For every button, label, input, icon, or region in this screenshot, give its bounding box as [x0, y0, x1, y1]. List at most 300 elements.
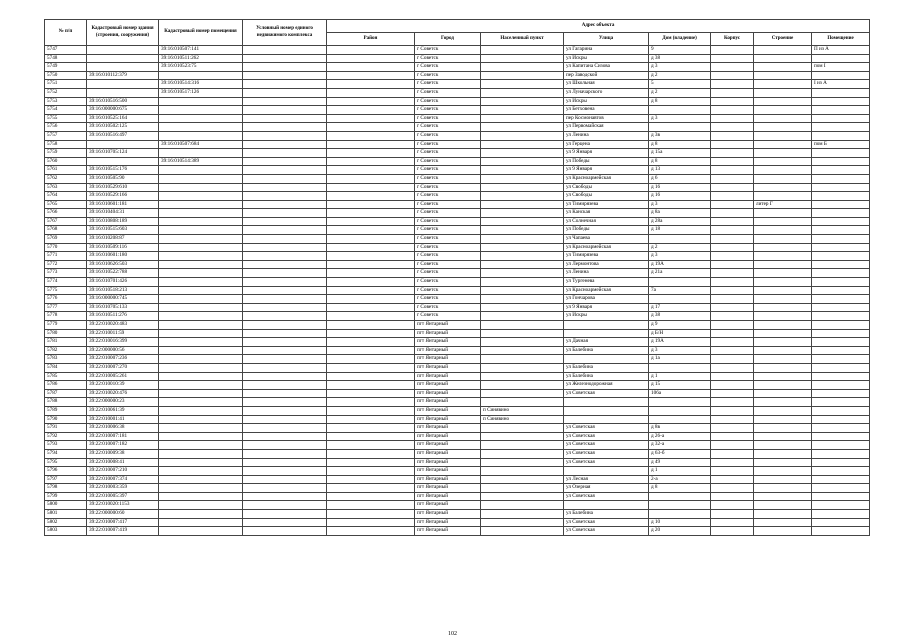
table-row [45, 286, 870, 295]
cell-room [812, 492, 870, 501]
cell-corpus [711, 381, 754, 390]
cell-district [327, 97, 415, 106]
cell-building [754, 406, 812, 415]
cell-corpus [711, 329, 754, 338]
cell-cad-building: 39:22:010001:41 [87, 415, 159, 424]
cell-house: 9 [649, 46, 711, 55]
cell-cad-building: 39:22:010008:41 [87, 458, 159, 467]
cell-corpus [711, 54, 754, 63]
cell-settlement [481, 166, 564, 175]
cell-cad-building [87, 63, 159, 72]
cell-num: 5761 [45, 166, 87, 175]
cell-house: д 6 [649, 174, 711, 183]
cell-street: ул Первомайская [564, 123, 649, 132]
cell-cond-number [243, 372, 327, 381]
cell-street: ул Победы [564, 157, 649, 166]
cell-city: г Советск [415, 312, 481, 321]
cell-cad-room [159, 252, 243, 261]
cell-building [754, 321, 812, 330]
cell-room [812, 209, 870, 218]
table-row [45, 243, 870, 252]
cell-cad-building: 39:22:010009:38 [87, 449, 159, 458]
cell-cad-room [159, 200, 243, 209]
cell-city: г Советск [415, 149, 481, 158]
cell-street: ул Ленина [564, 269, 649, 278]
cell-city: пгт Янтарный [415, 475, 481, 484]
cell-building [754, 475, 812, 484]
cell-settlement [481, 192, 564, 201]
table-row [45, 321, 870, 330]
cell-house: д 3 [649, 346, 711, 355]
cell-corpus [711, 355, 754, 364]
cell-cad-room [159, 149, 243, 158]
cell-settlement: п Синявино [481, 406, 564, 415]
cell-num: 5774 [45, 278, 87, 287]
header-address-group: Адрес объекта [327, 20, 870, 33]
cell-street: ул Советская [564, 389, 649, 398]
cell-num: 5792 [45, 432, 87, 441]
table-row [45, 260, 870, 269]
cell-cad-room [159, 329, 243, 338]
cell-street [564, 501, 649, 510]
cell-cad-room [159, 97, 243, 106]
cell-building [754, 312, 812, 321]
cell-settlement [481, 131, 564, 140]
cell-settlement [481, 449, 564, 458]
cell-corpus [711, 303, 754, 312]
cell-cad-room: 39:16:010523:75 [159, 63, 243, 72]
cell-cad-building: 39:22:010007:236 [87, 355, 159, 364]
header-cond-number: Условный номер единого недвижимого комплекса [243, 20, 327, 46]
cell-cond-number [243, 209, 327, 218]
cell-cad-room [159, 501, 243, 510]
cell-num: 5756 [45, 123, 87, 132]
cell-corpus [711, 346, 754, 355]
cell-district [327, 286, 415, 295]
table-row [45, 54, 870, 63]
table-row [45, 97, 870, 106]
cell-street: ул Советская [564, 432, 649, 441]
cadastral-table [44, 19, 870, 536]
cell-house: д 38 [649, 312, 711, 321]
table-row [45, 80, 870, 89]
cell-corpus [711, 518, 754, 527]
cell-building [754, 260, 812, 269]
cell-num: 5758 [45, 140, 87, 149]
cell-house: 106а [649, 389, 711, 398]
cell-num: 5791 [45, 424, 87, 433]
cell-street: ул Победы [564, 226, 649, 235]
cell-cad-room [159, 260, 243, 269]
cell-cad-room: 39:16:010507:141 [159, 46, 243, 55]
cell-building [754, 389, 812, 398]
cell-cad-room: 39:16:010507:684 [159, 140, 243, 149]
cell-city: г Советск [415, 226, 481, 235]
cell-room [812, 372, 870, 381]
cell-district [327, 355, 415, 364]
cell-corpus [711, 406, 754, 415]
cell-cad-room [159, 243, 243, 252]
cell-num: 5782 [45, 346, 87, 355]
cell-cad-building: 39:16:010404:31 [87, 209, 159, 218]
cell-num: 5760 [45, 157, 87, 166]
cell-district [327, 389, 415, 398]
cell-house: 2-а [649, 475, 711, 484]
cell-city: пгт Янтарный [415, 389, 481, 398]
table-row [45, 166, 870, 175]
cell-num: 5767 [45, 217, 87, 226]
cell-num: 5798 [45, 484, 87, 493]
cell-district [327, 209, 415, 218]
cell-settlement [481, 286, 564, 295]
cell-building [754, 449, 812, 458]
cell-settlement [481, 501, 564, 510]
cell-house [649, 492, 711, 501]
table-row [45, 398, 870, 407]
cell-cond-number [243, 243, 327, 252]
cell-room [812, 398, 870, 407]
cell-cad-building: 39:16:010505:90 [87, 174, 159, 183]
cell-settlement [481, 484, 564, 493]
cell-room [812, 114, 870, 123]
cell-cond-number [243, 303, 327, 312]
cell-room [812, 518, 870, 527]
cell-num: 5793 [45, 441, 87, 450]
cell-house: д 8в [649, 424, 711, 433]
cell-city: пгт Янтарный [415, 449, 481, 458]
cell-house: д 19А [649, 338, 711, 347]
cell-cond-number [243, 140, 327, 149]
cell-building [754, 252, 812, 261]
cell-settlement [481, 149, 564, 158]
cell-cad-building [87, 157, 159, 166]
cell-room [812, 389, 870, 398]
cell-house: д Б/Н [649, 329, 711, 338]
cell-cond-number [243, 260, 327, 269]
table-row [45, 432, 870, 441]
cell-building [754, 441, 812, 450]
cell-cad-building [87, 88, 159, 97]
cell-district [327, 415, 415, 424]
cell-cad-room [159, 235, 243, 244]
cell-corpus [711, 235, 754, 244]
cell-building [754, 338, 812, 347]
cell-city: г Советск [415, 209, 481, 218]
cell-building [754, 54, 812, 63]
table-row [45, 510, 870, 519]
cell-settlement [481, 510, 564, 519]
header-street: Улица [564, 33, 649, 46]
cell-corpus [711, 252, 754, 261]
cell-cad-building: 39:16:010112:379 [87, 71, 159, 80]
cell-cad-building: 39:22:010007:417 [87, 518, 159, 527]
cell-district [327, 458, 415, 467]
cell-cond-number [243, 80, 327, 89]
cell-building [754, 398, 812, 407]
cell-num: 5777 [45, 303, 87, 312]
cell-room [812, 312, 870, 321]
table-row [45, 200, 870, 209]
cell-cad-room [159, 278, 243, 287]
table-row [45, 131, 870, 140]
table-row [45, 192, 870, 201]
cell-cad-building: 39:22:010020:1153 [87, 501, 159, 510]
cell-settlement [481, 63, 564, 72]
cell-house [649, 415, 711, 424]
cell-num: 5800 [45, 501, 87, 510]
cell-city: г Советск [415, 303, 481, 312]
cell-corpus [711, 88, 754, 97]
cell-building [754, 355, 812, 364]
cell-city: г Советск [415, 295, 481, 304]
cell-num: 5769 [45, 235, 87, 244]
cell-corpus [711, 166, 754, 175]
cell-building [754, 286, 812, 295]
cell-building [754, 97, 812, 106]
cell-house: д 9 [649, 321, 711, 330]
cell-street [564, 398, 649, 407]
cell-city: г Советск [415, 71, 481, 80]
cell-building [754, 269, 812, 278]
cell-street: ул Искры [564, 312, 649, 321]
cell-corpus [711, 510, 754, 519]
cell-cond-number [243, 295, 327, 304]
cell-room [812, 123, 870, 132]
cell-num: 5765 [45, 200, 87, 209]
cell-building [754, 149, 812, 158]
cell-cad-building: 39:16:010515:603 [87, 226, 159, 235]
cell-room [812, 149, 870, 158]
cell-district [327, 192, 415, 201]
cell-cad-room [159, 389, 243, 398]
cell-cond-number [243, 71, 327, 80]
cell-corpus [711, 501, 754, 510]
table-row [45, 424, 870, 433]
cell-cond-number [243, 381, 327, 390]
cell-cad-room [159, 346, 243, 355]
cell-room [812, 295, 870, 304]
cell-cond-number [243, 157, 327, 166]
cell-cad-building: 39:16:010701:426 [87, 278, 159, 287]
cell-cad-building: 39:22:010007:210 [87, 467, 159, 476]
cell-city: пгт Янтарный [415, 510, 481, 519]
cell-cad-room [159, 217, 243, 226]
cell-cad-room [159, 338, 243, 347]
cell-street: ул Лесная [564, 475, 649, 484]
cell-street: ул Красноармейская [564, 286, 649, 295]
cell-cond-number [243, 54, 327, 63]
cell-num: 5771 [45, 252, 87, 261]
cell-district [327, 424, 415, 433]
cell-room [812, 415, 870, 424]
cell-room [812, 432, 870, 441]
cell-city: г Советск [415, 192, 481, 201]
cell-street: ул Балебина [564, 346, 649, 355]
cell-cad-room [159, 295, 243, 304]
cell-district [327, 88, 415, 97]
cell-settlement [481, 441, 564, 450]
cell-city: г Советск [415, 200, 481, 209]
cell-city: пгт Янтарный [415, 501, 481, 510]
cell-house: д 2 [649, 71, 711, 80]
cell-street: ул Ленина [564, 131, 649, 140]
cell-cad-building: 39:16:010208:87 [87, 235, 159, 244]
cell-district [327, 381, 415, 390]
cell-cond-number [243, 338, 327, 347]
cell-room [812, 88, 870, 97]
cell-corpus [711, 278, 754, 287]
cell-settlement [481, 252, 564, 261]
cell-cad-room [159, 106, 243, 115]
cell-room [812, 441, 870, 450]
cell-building [754, 346, 812, 355]
table-row [45, 346, 870, 355]
cell-district [327, 406, 415, 415]
cell-building [754, 131, 812, 140]
cell-city: г Советск [415, 278, 481, 287]
cell-district [327, 398, 415, 407]
cell-settlement: п Синявино [481, 415, 564, 424]
cell-settlement [481, 492, 564, 501]
cell-cad-building: 39:16:010705:124 [87, 149, 159, 158]
cell-street: ул Искры [564, 54, 649, 63]
cell-cad-room: 39:16:010511:262 [159, 54, 243, 63]
cell-city: пгт Янтарный [415, 492, 481, 501]
cell-room: пом Б [812, 140, 870, 149]
cell-building [754, 217, 812, 226]
cell-cond-number [243, 398, 327, 407]
table-row [45, 106, 870, 115]
cell-cad-building: 39:16:010525:164 [87, 114, 159, 123]
cell-cad-room [159, 518, 243, 527]
cell-num: 5784 [45, 363, 87, 372]
cell-cond-number [243, 252, 327, 261]
table-row [45, 269, 870, 278]
cell-cad-room [159, 269, 243, 278]
cell-street: ул Тимирязева [564, 252, 649, 261]
cell-city: пгт Янтарный [415, 458, 481, 467]
cell-street [564, 467, 649, 476]
cell-cad-room [159, 131, 243, 140]
cell-room [812, 243, 870, 252]
cell-district [327, 217, 415, 226]
cell-building [754, 114, 812, 123]
table-row [45, 183, 870, 192]
cell-district [327, 252, 415, 261]
cell-city: г Советск [415, 140, 481, 149]
cell-settlement [481, 389, 564, 398]
cell-house [649, 278, 711, 287]
cell-settlement [481, 458, 564, 467]
cell-settlement [481, 140, 564, 149]
cell-city: пгт Янтарный [415, 441, 481, 450]
cell-room [812, 192, 870, 201]
cell-settlement [481, 106, 564, 115]
cell-room [812, 183, 870, 192]
cell-num: 5757 [45, 131, 87, 140]
cell-street [564, 355, 649, 364]
cell-num: 5788 [45, 398, 87, 407]
cell-num: 5778 [45, 312, 87, 321]
cell-cad-building: 39:16:010529:610 [87, 183, 159, 192]
cell-cad-room [159, 209, 243, 218]
table-row [45, 226, 870, 235]
cell-corpus [711, 389, 754, 398]
cell-cond-number [243, 63, 327, 72]
cell-room [812, 217, 870, 226]
cell-city: пгт Янтарный [415, 432, 481, 441]
cell-district [327, 80, 415, 89]
cell-corpus [711, 441, 754, 450]
cell-corpus [711, 484, 754, 493]
cell-cad-building: 39:16:010515:176 [87, 166, 159, 175]
cell-city: г Советск [415, 114, 481, 123]
cell-street: ул Балебина [564, 510, 649, 519]
cell-district [327, 46, 415, 55]
cell-cad-building: 39:16:010601:181 [87, 200, 159, 209]
header-corpus: Корпус [711, 33, 754, 46]
cell-cad-building: 39:16:010502:125 [87, 123, 159, 132]
cell-city: пгт Янтарный [415, 321, 481, 330]
cell-building [754, 527, 812, 536]
cell-settlement [481, 209, 564, 218]
cell-district [327, 54, 415, 63]
cell-num: 5753 [45, 97, 87, 106]
cell-cond-number [243, 278, 327, 287]
cell-cad-room: 39:16:010517:126 [159, 88, 243, 97]
cell-city: г Советск [415, 46, 481, 55]
cell-house: д 15 [649, 381, 711, 390]
cell-cad-room [159, 114, 243, 123]
cell-corpus [711, 338, 754, 347]
cell-district [327, 278, 415, 287]
cell-settlement [481, 174, 564, 183]
cell-cond-number [243, 123, 327, 132]
cell-room [812, 363, 870, 372]
cell-cad-building: 39:16:010511:276 [87, 312, 159, 321]
cell-building [754, 226, 812, 235]
cell-cond-number [243, 114, 327, 123]
cell-cad-room [159, 381, 243, 390]
table-row [45, 458, 870, 467]
cell-cond-number [243, 406, 327, 415]
cell-district [327, 114, 415, 123]
cell-district [327, 157, 415, 166]
cell-num: 5772 [45, 260, 87, 269]
cell-cad-room [159, 166, 243, 175]
cell-district [327, 449, 415, 458]
table-row [45, 295, 870, 304]
cell-building [754, 71, 812, 80]
cell-city: пгт Янтарный [415, 381, 481, 390]
cell-house [649, 106, 711, 115]
cell-cond-number [243, 527, 327, 536]
cell-city: пгт Янтарный [415, 424, 481, 433]
cell-house: д 3 [649, 200, 711, 209]
cell-street: ул Красноармейская [564, 243, 649, 252]
cell-corpus [711, 123, 754, 132]
cell-corpus [711, 492, 754, 501]
cell-cond-number [243, 131, 327, 140]
cell-settlement [481, 54, 564, 63]
cell-building [754, 467, 812, 476]
cell-building [754, 157, 812, 166]
cell-cad-room [159, 192, 243, 201]
table-header [45, 20, 870, 46]
cell-num: 5762 [45, 174, 87, 183]
cell-cond-number [243, 217, 327, 226]
cell-cad-building: 39:22:010005:261 [87, 372, 159, 381]
